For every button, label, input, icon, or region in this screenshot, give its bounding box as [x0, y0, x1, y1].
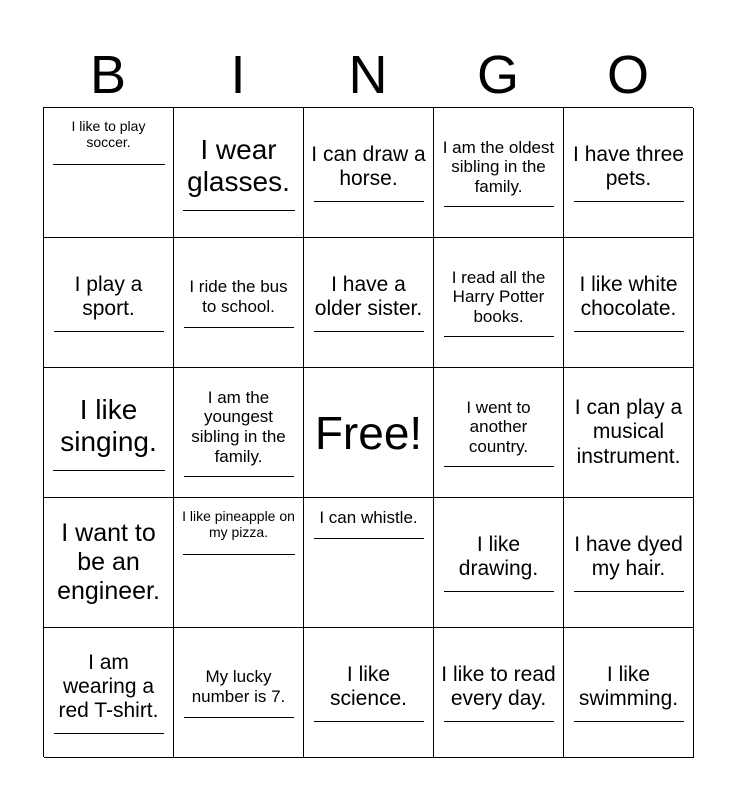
bingo-cell[interactable] — [44, 238, 174, 368]
cell-text: I am the youngest sibling in the family. — [191, 387, 286, 466]
bingo-header — [43, 42, 693, 108]
signature-line — [184, 327, 294, 328]
bingo-cell[interactable] — [434, 238, 564, 368]
bingo-cell[interactable] — [304, 628, 434, 758]
bingo-cell[interactable] — [44, 628, 174, 758]
signature-line — [574, 201, 684, 202]
signature-line — [184, 476, 294, 477]
free-space-cell[interactable] — [304, 368, 434, 498]
bingo-cell[interactable] — [304, 108, 434, 238]
signature-line — [444, 721, 554, 722]
cell-text: I play a sport. — [74, 272, 143, 320]
bingo-cell[interactable] — [434, 498, 564, 628]
cell-text: I wear glasses. — [187, 133, 290, 197]
free-space-text: Free! — [314, 406, 423, 459]
bingo-cell[interactable] — [564, 498, 694, 628]
signature-line — [54, 733, 164, 734]
signature-line — [53, 164, 165, 165]
cell-text: I have three pets. — [573, 142, 684, 190]
signature-line — [183, 210, 295, 211]
cell-text: I have a older sister. — [314, 272, 423, 320]
cell-text: I have dyed my hair. — [574, 532, 683, 580]
header-letter-i: I — [230, 45, 246, 105]
cell-text: I like pineapple on my pizza. — [182, 508, 295, 541]
bingo-cell[interactable] — [174, 238, 304, 368]
cell-text: I am wearing a red T-shirt. — [58, 650, 159, 723]
bingo-cell[interactable] — [304, 238, 434, 368]
bingo-cell[interactable] — [44, 108, 174, 238]
bingo-cell[interactable] — [174, 368, 304, 498]
bingo-cell[interactable] — [174, 628, 304, 758]
bingo-cell[interactable] — [174, 108, 304, 238]
bingo-cell[interactable] — [434, 368, 564, 498]
signature-line — [314, 538, 424, 539]
signature-line — [183, 554, 295, 555]
header-letter-o: O — [606, 45, 649, 105]
cell-text: I went to another country. — [466, 397, 531, 456]
bingo-cell[interactable] — [174, 498, 304, 628]
bingo-cell[interactable] — [564, 238, 694, 368]
signature-line — [54, 331, 164, 332]
cell-text: I like to play soccer. — [71, 118, 146, 151]
cell-text: I am the oldest sibling in the family. — [442, 137, 555, 196]
cell-text: I can play a musical instrument. — [574, 396, 683, 468]
cell-text: I ride the bus to school. — [189, 277, 288, 316]
signature-line — [574, 721, 684, 722]
bingo-cell[interactable] — [304, 498, 434, 628]
cell-text: I read all the Harry Potter books. — [451, 267, 546, 326]
bingo-cell[interactable] — [44, 498, 174, 628]
bingo-cell[interactable] — [564, 368, 694, 498]
cell-text: I can draw a horse. — [311, 142, 426, 190]
cell-text: I like to read every day. — [441, 662, 556, 710]
bingo-cell[interactable] — [434, 108, 564, 238]
signature-line — [574, 331, 684, 332]
cell-text: I want to be an engineer. — [57, 519, 160, 605]
header-letter-n: N — [348, 45, 388, 105]
bingo-cell[interactable] — [44, 368, 174, 498]
cell-text: My lucky number is 7. — [191, 667, 286, 706]
bingo-cell[interactable] — [564, 628, 694, 758]
signature-line — [444, 336, 554, 337]
signature-line — [574, 591, 684, 592]
signature-line — [444, 206, 554, 207]
signature-line — [184, 717, 294, 718]
signature-line — [444, 591, 554, 592]
cell-text: I like science. — [329, 662, 408, 710]
bingo-grid — [43, 107, 693, 757]
cell-text: I like drawing. — [458, 532, 539, 580]
signature-line — [314, 331, 424, 332]
signature-line — [53, 470, 165, 471]
signature-line — [444, 466, 554, 467]
cell-text: I like singing. — [60, 393, 157, 457]
cell-text: I like white chocolate. — [579, 272, 678, 320]
cell-text: I like swimming. — [578, 662, 679, 710]
signature-line — [314, 721, 424, 722]
signature-line — [314, 201, 424, 202]
header-letter-g: G — [476, 45, 519, 105]
bingo-cell[interactable] — [434, 628, 564, 758]
cell-text: I can whistle. — [319, 508, 418, 527]
bingo-cell[interactable] — [564, 108, 694, 238]
header-letter-b: B — [89, 45, 127, 105]
